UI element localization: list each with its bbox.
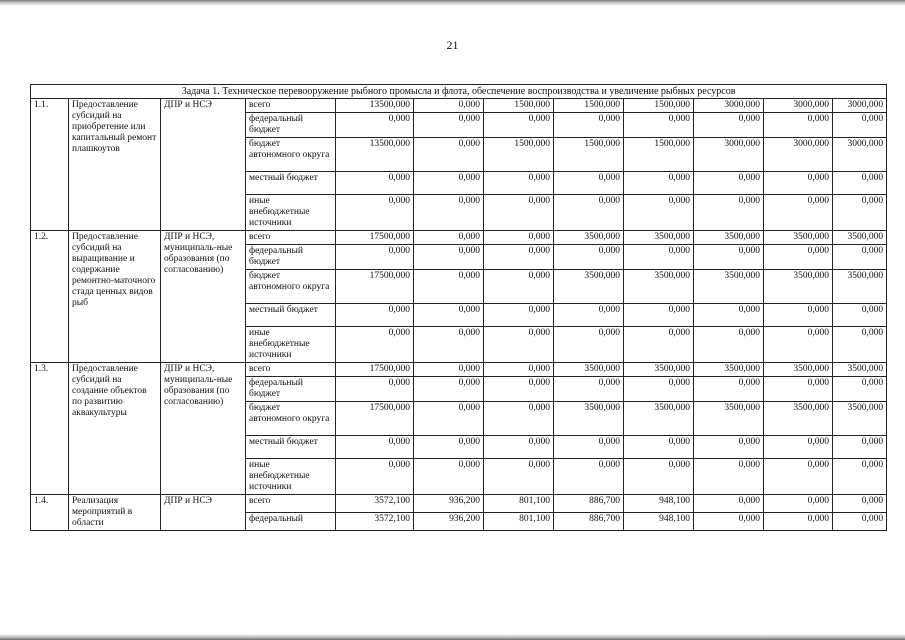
amount-cell: 0,000 xyxy=(414,113,484,138)
amount-cell: 3572,100 xyxy=(336,495,414,513)
amount-cell: 0,000 xyxy=(694,495,764,513)
amount-cell: 0,000 xyxy=(833,495,887,513)
amount-cell: 0,000 xyxy=(484,304,554,327)
amount-cell: 0,000 xyxy=(484,245,554,270)
amount-cell: 3500,000 xyxy=(694,363,764,377)
amount-cell: 3000,000 xyxy=(694,138,764,172)
amount-cell: 948,100 xyxy=(624,495,694,513)
amount-cell: 0,000 xyxy=(694,195,764,231)
amount-cell: 0,000 xyxy=(336,436,414,459)
funding-source: всего xyxy=(246,231,336,245)
item-executor: ДПР и НСЭ xyxy=(161,99,246,231)
amount-cell: 0,000 xyxy=(414,459,484,495)
funding-source: иные внебюджетные источники xyxy=(246,459,336,495)
table-row xyxy=(31,231,887,245)
amount-cell: 3000,000 xyxy=(764,138,833,172)
amount-cell: 0,000 xyxy=(414,363,484,377)
item-name: Предоставление субсидий на создание объектов по развитию аквакультуры xyxy=(69,363,161,495)
amount-cell: 1500,000 xyxy=(624,138,694,172)
amount-cell: 0,000 xyxy=(624,436,694,459)
amount-cell: 17500,000 xyxy=(336,231,414,245)
amount-cell: 0,000 xyxy=(484,402,554,436)
amount-cell: 3000,000 xyxy=(833,138,887,172)
amount-cell: 0,000 xyxy=(336,195,414,231)
amount-cell: 0,000 xyxy=(484,377,554,402)
amount-cell: 0,000 xyxy=(764,459,833,495)
amount-cell: 0,000 xyxy=(554,377,624,402)
amount-cell: 3000,000 xyxy=(764,99,833,113)
amount-cell: 3500,000 xyxy=(554,363,624,377)
amount-cell: 0,000 xyxy=(624,377,694,402)
item-number: 1.1. xyxy=(31,99,69,231)
amount-cell: 0,000 xyxy=(624,327,694,363)
amount-cell: 0,000 xyxy=(484,195,554,231)
funding-source: бюджет автономного округа xyxy=(246,270,336,304)
funding-source: всего xyxy=(246,495,336,513)
amount-cell: 0,000 xyxy=(833,436,887,459)
funding-source: местный бюджет xyxy=(246,304,336,327)
scan-edge-top xyxy=(0,0,905,6)
amount-cell: 0,000 xyxy=(336,377,414,402)
amount-cell: 0,000 xyxy=(414,270,484,304)
amount-cell: 0,000 xyxy=(624,245,694,270)
amount-cell: 0,000 xyxy=(694,377,764,402)
amount-cell: 0,000 xyxy=(833,513,887,531)
amount-cell: 0,000 xyxy=(336,327,414,363)
amount-cell: 0,000 xyxy=(414,377,484,402)
amount-cell: 0,000 xyxy=(554,113,624,138)
amount-cell: 3500,000 xyxy=(833,231,887,245)
amount-cell: 0,000 xyxy=(833,195,887,231)
amount-cell: 0,000 xyxy=(624,172,694,195)
funding-source: бюджет автономного округа xyxy=(246,138,336,172)
amount-cell: 0,000 xyxy=(694,113,764,138)
funding-source: федеральный xyxy=(246,513,336,531)
amount-cell: 0,000 xyxy=(764,436,833,459)
amount-cell: 3500,000 xyxy=(554,402,624,436)
amount-cell: 0,000 xyxy=(694,327,764,363)
item-name: Предоставление субсидий на приобретение или капитальный ремонт плашкоутов xyxy=(69,99,161,231)
funding-source: бюджет автономного округа xyxy=(246,402,336,436)
amount-cell: 0,000 xyxy=(414,304,484,327)
amount-cell: 0,000 xyxy=(336,304,414,327)
amount-cell: 0,000 xyxy=(764,377,833,402)
amount-cell: 801,100 xyxy=(484,513,554,531)
amount-cell: 0,000 xyxy=(484,363,554,377)
amount-cell: 0,000 xyxy=(336,459,414,495)
amount-cell: 3500,000 xyxy=(624,402,694,436)
amount-cell: 0,000 xyxy=(624,304,694,327)
funding-source: иные внебюджетные источники xyxy=(246,327,336,363)
amount-cell: 0,000 xyxy=(833,172,887,195)
amount-cell: 3500,000 xyxy=(764,270,833,304)
amount-cell: 0,000 xyxy=(833,304,887,327)
table-row xyxy=(31,99,887,113)
task-header-row xyxy=(31,85,887,99)
amount-cell: 17500,000 xyxy=(336,270,414,304)
amount-cell: 0,000 xyxy=(414,172,484,195)
page-number: 21 xyxy=(446,38,459,52)
amount-cell: 3500,000 xyxy=(833,363,887,377)
funding-source: всего xyxy=(246,99,336,113)
amount-cell: 3500,000 xyxy=(624,270,694,304)
amount-cell: 0,000 xyxy=(554,172,624,195)
amount-cell: 3500,000 xyxy=(833,270,887,304)
amount-cell: 0,000 xyxy=(624,113,694,138)
amount-cell: 3500,000 xyxy=(694,402,764,436)
amount-cell: 0,000 xyxy=(484,327,554,363)
amount-cell: 0,000 xyxy=(414,231,484,245)
amount-cell: 0,000 xyxy=(764,245,833,270)
amount-cell: 0,000 xyxy=(484,436,554,459)
amount-cell: 886,700 xyxy=(554,513,624,531)
amount-cell: 0,000 xyxy=(414,99,484,113)
table-row xyxy=(31,495,887,513)
amount-cell: 0,000 xyxy=(694,459,764,495)
amount-cell: 0,000 xyxy=(554,459,624,495)
amount-cell: 0,000 xyxy=(764,495,833,513)
table-row xyxy=(31,363,887,377)
scan-edge-bottom xyxy=(0,634,905,640)
amount-cell: 0,000 xyxy=(694,436,764,459)
amount-cell: 3500,000 xyxy=(833,402,887,436)
amount-cell: 936,200 xyxy=(414,495,484,513)
amount-cell: 1500,000 xyxy=(554,138,624,172)
amount-cell: 0,000 xyxy=(764,513,833,531)
amount-cell: 0,000 xyxy=(484,172,554,195)
amount-cell: 3500,000 xyxy=(624,363,694,377)
amount-cell: 3500,000 xyxy=(764,231,833,245)
funding-source: местный бюджет xyxy=(246,172,336,195)
amount-cell: 3500,000 xyxy=(624,231,694,245)
amount-cell: 0,000 xyxy=(833,327,887,363)
amount-cell: 0,000 xyxy=(764,113,833,138)
amount-cell: 0,000 xyxy=(336,172,414,195)
funding-source: местный бюджет xyxy=(246,436,336,459)
amount-cell: 0,000 xyxy=(833,113,887,138)
amount-cell: 0,000 xyxy=(554,195,624,231)
amount-cell: 0,000 xyxy=(764,327,833,363)
amount-cell: 3500,000 xyxy=(764,402,833,436)
budget-table xyxy=(30,84,887,531)
amount-cell: 0,000 xyxy=(484,231,554,245)
amount-cell: 0,000 xyxy=(414,402,484,436)
funding-source: всего xyxy=(246,363,336,377)
amount-cell: 3572,100 xyxy=(336,513,414,531)
amount-cell: 3500,000 xyxy=(694,231,764,245)
amount-cell: 886,700 xyxy=(554,495,624,513)
amount-cell: 0,000 xyxy=(833,245,887,270)
amount-cell: 13500,000 xyxy=(336,99,414,113)
amount-cell: 3000,000 xyxy=(694,99,764,113)
amount-cell: 1500,000 xyxy=(484,99,554,113)
amount-cell: 0,000 xyxy=(694,172,764,195)
amount-cell: 0,000 xyxy=(694,304,764,327)
item-executor: ДПР и НСЭ, муниципаль-ные образования (по согласованию) xyxy=(161,363,246,495)
amount-cell: 0,000 xyxy=(624,195,694,231)
amount-cell: 17500,000 xyxy=(336,402,414,436)
amount-cell: 0,000 xyxy=(414,195,484,231)
amount-cell: 1500,000 xyxy=(484,138,554,172)
amount-cell: 3500,000 xyxy=(764,363,833,377)
amount-cell: 3500,000 xyxy=(554,270,624,304)
task-title: Задача 1. Техническое перевооружение рыбного промысла и флота, обеспечение воспроизводства и увеличение рыбных ресурсов xyxy=(31,85,887,99)
amount-cell: 801,100 xyxy=(484,495,554,513)
item-number: 1.3. xyxy=(31,363,69,495)
item-executor: ДПР и НСЭ xyxy=(161,495,246,531)
amount-cell: 0,000 xyxy=(833,377,887,402)
amount-cell: 0,000 xyxy=(554,304,624,327)
amount-cell: 1500,000 xyxy=(624,99,694,113)
amount-cell: 0,000 xyxy=(764,304,833,327)
amount-cell: 0,000 xyxy=(833,459,887,495)
amount-cell: 0,000 xyxy=(694,513,764,531)
amount-cell: 1500,000 xyxy=(554,99,624,113)
amount-cell: 0,000 xyxy=(694,245,764,270)
funding-source: федеральный бюджет xyxy=(246,113,336,138)
funding-source: федеральный бюджет xyxy=(246,377,336,402)
amount-cell: 0,000 xyxy=(764,172,833,195)
amount-cell: 0,000 xyxy=(414,138,484,172)
item-executor: ДПР и НСЭ, муниципаль-ные образования (по согласованию) xyxy=(161,231,246,363)
item-number: 1.4. xyxy=(31,495,69,531)
amount-cell: 0,000 xyxy=(554,436,624,459)
amount-cell: 0,000 xyxy=(414,327,484,363)
amount-cell: 0,000 xyxy=(484,459,554,495)
item-number: 1.2. xyxy=(31,231,69,363)
amount-cell: 948,100 xyxy=(624,513,694,531)
amount-cell: 0,000 xyxy=(484,113,554,138)
amount-cell: 3000,000 xyxy=(833,99,887,113)
amount-cell: 3500,000 xyxy=(694,270,764,304)
item-name: Реализация мероприятий в области xyxy=(69,495,161,531)
amount-cell: 3500,000 xyxy=(554,231,624,245)
amount-cell: 0,000 xyxy=(554,327,624,363)
funding-source: федеральный бюджет xyxy=(246,245,336,270)
funding-source: иные внебюджетные источники xyxy=(246,195,336,231)
amount-cell: 0,000 xyxy=(624,459,694,495)
amount-cell: 0,000 xyxy=(336,245,414,270)
amount-cell: 0,000 xyxy=(414,436,484,459)
amount-cell: 936,200 xyxy=(414,513,484,531)
amount-cell: 0,000 xyxy=(764,195,833,231)
amount-cell: 0,000 xyxy=(554,245,624,270)
amount-cell: 0,000 xyxy=(484,270,554,304)
amount-cell: 0,000 xyxy=(336,113,414,138)
item-name: Предоставление субсидий на выращивание и содержание ремонтно-маточного стада ценных видов рыб xyxy=(69,231,161,363)
amount-cell: 13500,000 xyxy=(336,138,414,172)
amount-cell: 0,000 xyxy=(414,245,484,270)
amount-cell: 17500,000 xyxy=(336,363,414,377)
